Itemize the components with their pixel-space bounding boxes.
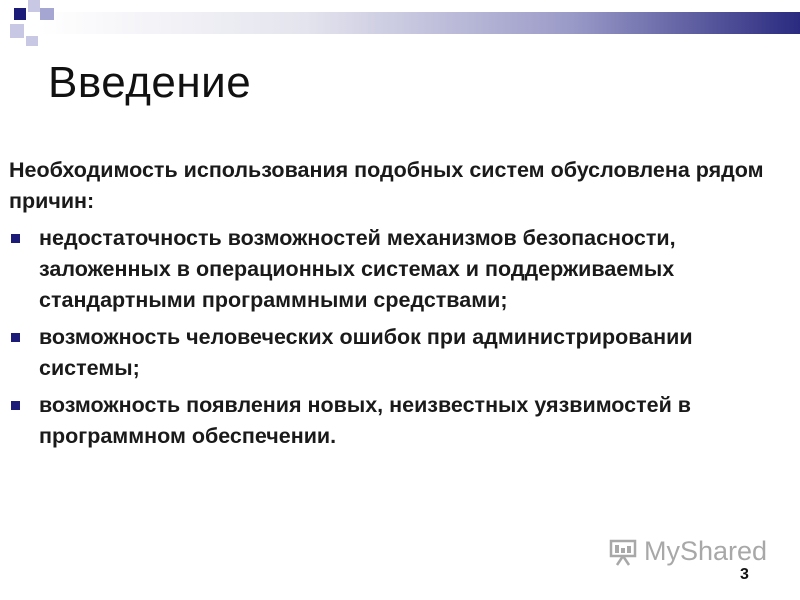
- decor-square: [14, 8, 26, 20]
- bullet-list: [9, 223, 779, 452]
- decor-square: [28, 0, 40, 12]
- list-item: [9, 223, 779, 316]
- decor-square: [26, 36, 38, 46]
- decor-square: [40, 8, 54, 20]
- bullet-text: возможность человеческих ошибок при администрировании системы;: [39, 325, 693, 380]
- slide-title: Введение: [48, 58, 252, 107]
- square-bullet-icon: [11, 234, 20, 243]
- list-item: [9, 390, 779, 452]
- square-bullet-icon: [11, 333, 20, 342]
- square-bullet-icon: [11, 401, 20, 410]
- intro-text: Необходимость использования подобных систем обусловлена рядом причин:: [9, 158, 764, 213]
- header-gradient-bar: [40, 12, 800, 34]
- list-item: [9, 322, 779, 384]
- bullet-text: возможность появления новых, неизвестных уязвимостей в программном обеспечении.: [39, 393, 692, 448]
- slide-body: [9, 155, 779, 458]
- watermark-text: MyShared: [644, 536, 768, 566]
- watermark: [608, 536, 767, 567]
- bullet-text: недостаточность возможностей механизмов безопасности, заложенных в операционных системах и поддерживаемых стандартными программными средствами;: [39, 226, 676, 312]
- decor-square: [10, 24, 24, 38]
- presentation-icon: [608, 537, 638, 567]
- page-number: 3: [740, 566, 749, 583]
